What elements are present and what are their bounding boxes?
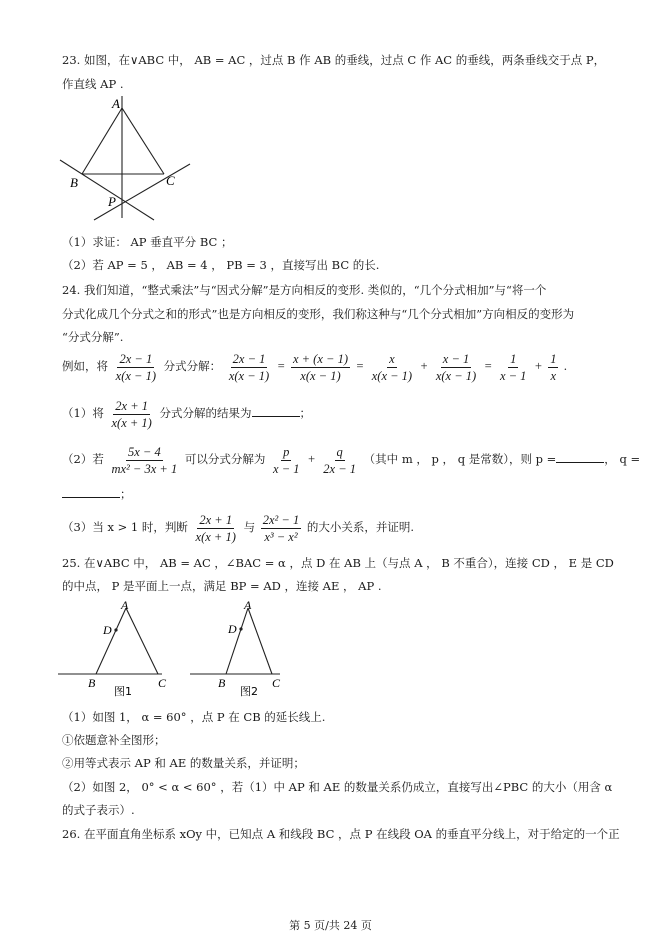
q25-f2-label-b: B [218,676,226,690]
frac-num: 2x + 1 [115,398,149,413]
q25-part1-a: ①依题意补全图形； [62,733,166,747]
q25-f1-point-d [114,628,117,631]
q24-p3-suffix: 的大小关系，并证明. [306,520,415,534]
q24-p2-frac-q [321,445,358,476]
q23-perp-c [94,164,190,220]
q26-line1: 26. 在平面直角坐标系 xOy 中，已知点 A 和线段 BC ，点 P 在线段 OA 的垂直平分线上，对于给定的一个正 [62,827,620,841]
q24-example-mid: 分式分解： [163,359,222,373]
q25-f1-edge-ab [96,608,126,674]
q24-p2-prefix: （2）若 [62,452,104,466]
q24-line2: 分式化成几个分式之和的形式”也是方向相反的变形，我们称这种与“几个分式相加”方向相反的变形为 [62,307,575,321]
q24-p2-frac [109,445,179,476]
q24-ex-frac7 [548,352,558,383]
q25-part2-b: 的式子表示）. [62,803,135,817]
q25-part1-b: ②用等式表示 AP 和 AE 的数量关系，并证明； [62,756,305,770]
q24-part3 [62,509,414,545]
q23-line1: 23. 如图，在∨ABC 中， AB = AC ，过点 B 作 AB 的垂线，过点 C 作 AC 的垂线，两条垂线交于点 P， [62,53,606,67]
q25-f2-label-d: D [228,622,237,636]
q25-f1-label-b: B [88,676,96,690]
q23-edge-ac [122,108,164,174]
period: . [564,359,568,373]
frac-num: 5x − 4 [127,444,161,459]
q23-label-c: C [166,173,175,188]
q25-f2-edge-ab [226,608,248,674]
q24-ex-frac1 [114,352,158,383]
answer-blank-p[interactable] [556,451,604,463]
page-footer: 第 5 页/共 24 页 [289,919,372,932]
frac-den: x³ − x² [264,529,298,544]
q23-label-p: P [108,194,116,209]
equals-sign: = [355,359,365,373]
q25-f2-caption: 图2 [240,685,258,698]
q25-part1: （1）如图 1， α = 60° ，点 P 在 CB 的延长线上. [62,710,326,724]
q25-f2-label-c: C [272,676,281,690]
q24-p3-prefix: （3）当 x > 1 时，判断 [62,520,188,534]
q24-p2-q: ， q = [604,452,641,466]
frac-num: 1 [550,351,557,366]
frac-num: 2x + 1 [199,512,233,527]
answer-blank[interactable] [252,405,300,417]
answer-blank-q[interactable] [62,486,120,498]
q24-ex-frac5 [434,352,478,383]
q25-figure2 [190,598,300,698]
q24-part2 [62,441,640,477]
frac-num: 2x − 1 [232,351,266,366]
frac-num: 2x − 1 [119,351,153,366]
frac-num: x − 1 [442,351,470,366]
frac-num: 1 [510,351,517,366]
q24-p2-mid: 可以分式分解为 [184,452,266,466]
q25-f1-caption: 图1 [114,685,132,698]
q25-f1-label-a: A [121,598,129,612]
frac-den: 2x − 1 [323,461,357,476]
q23-label-b: B [70,175,78,190]
q25-f2-edge-ac [248,608,272,674]
frac-den: x(x + 1) [195,529,236,544]
q24-ex-frac4 [370,352,414,383]
frac-den: x(x + 1) [111,415,152,430]
q24-line1: 24. 我们知道，“整式乘法”与“因式分解”是方向相反的变形. 类似的，“几个分式相加”与“将一个 [62,283,547,297]
equals-sign: = [483,359,493,373]
q23-label-a: A [112,96,120,111]
q25-figure1 [58,598,188,698]
q25-f2-label-a: A [244,598,252,612]
q23-perp-b [60,160,154,220]
q24-ex-frac2 [227,352,271,383]
q25-f1-edge-ac [126,608,158,674]
q24-p3-frac1 [194,513,238,544]
q23-line2: 作直线 AP . [62,77,124,91]
q24-p3-frac2 [261,513,301,544]
frac-num: p [283,444,290,459]
frac-num: x [389,351,395,366]
frac-num: q [336,444,343,459]
q23-part1: （1）求证： AP 垂直平分 BC ； [62,235,233,249]
plus-sign: + [534,359,543,373]
q24-p1-prefix: （1）将 [62,406,104,420]
frac-den: x(x − 1) [115,368,157,383]
q24-p1-frac [109,399,153,430]
frac-den: x − 1 [499,368,527,383]
q24-line3: “分式分解”. [62,330,124,344]
plus-sign: + [419,359,429,373]
frac-den: x(x − 1) [435,368,477,383]
q24-example-prefix: 例如，将 [62,359,108,373]
q24-p2-note: （其中 m ， p ， q 是常数），则 p = [363,452,557,466]
frac-den: x(x − 1) [228,368,270,383]
plus-sign: + [307,452,316,466]
frac-num: 2x² − 1 [262,512,300,527]
q24-p2-frac-p [271,445,301,476]
q24-p2-end: ； [120,487,132,501]
q25-f1-label-c: C [158,676,167,690]
q24-part1 [62,395,311,431]
q24-ex-frac3 [291,352,350,383]
q23-edge-ab [82,108,122,174]
q24-p3-mid: 与 [243,520,256,534]
q25-f2-point-d [239,627,242,630]
q25-f1-label-d: D [103,623,112,637]
q23-figure [56,92,196,224]
frac-den: x [550,368,557,383]
frac-den: x(x − 1) [300,368,341,383]
q24-example [62,348,567,384]
frac-den: mx² − 3x + 1 [111,461,178,476]
q24-part2-cont [62,486,132,502]
q24-p1-suffix: 分式分解的结果为 [159,406,252,420]
q25-part2: （2）如图 2， 0° < α < 60° ，若（1）中 AP 和 AE 的数量关系仍成立，直接写出∠PBC 的大小（用含 α [62,780,613,794]
frac-den: x(x − 1) [371,368,413,383]
frac-den: x − 1 [273,461,300,476]
q24-p1-end: ； [299,406,311,420]
equals-sign: = [276,359,286,373]
q25-line1: 25. 在∨ABC 中， AB = AC ，∠BAC = α ，点 D 在 AB 上（与点 A ， B 不重合），连接 CD ， E 是 CD [62,556,614,570]
frac-num: x + (x − 1) [292,351,348,366]
q23-part2: （2）若 AP = 5 ， AB = 4 ， PB = 3 ，直接写出 BC 的长. [62,258,380,272]
q25-line2: 的中点， P 是平面上一点，满足 BP = AD ，连接 AE ， AP . [62,579,382,593]
q24-ex-frac6 [498,352,528,383]
